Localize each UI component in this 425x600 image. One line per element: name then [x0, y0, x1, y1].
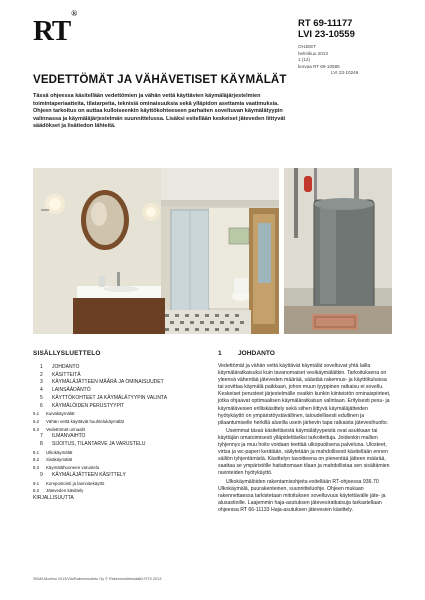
toc-item[interactable]: 9 KÄYMÄLÄJÄTTEEN KÄSITTELY — [40, 471, 126, 478]
document-date: helmikuu 2013 — [298, 50, 328, 56]
toc-item[interactable]: 2 KÄSITTEITÄ — [40, 371, 81, 378]
toc-subitem[interactable]: 9.2 Jäteveden käsittely — [33, 488, 84, 494]
document-pages: 1 (12) — [298, 57, 311, 63]
document-replaces: korvaa RT 69-10585 — [298, 63, 340, 69]
toc-title: SISÄLLYSLUETTELO — [33, 350, 101, 357]
toc-subitem[interactable]: 8.3 Käymälähuoneen varustelu — [33, 465, 100, 471]
toc-subitem[interactable]: 6.2 Vähän vettä käyttävät huuhtelukäymälät — [33, 418, 124, 424]
body-paragraph: Ulkokäymälöiden rakentamisohjeita esitellään RT-ohjeessa 936.70 Ulkokäymälä, puurakenteinen, suunnitteluohje. Ohjeen mukaan rakennettaessa tarkistetaan mitoituksen soveltuvuus käytettävälle jäte- ja alusastioille. Laajemmin haja-asutuksen jätevesiratkaisuja tarkastellaan ohjeessa RT 66-11133 Haja-asutuksen jätevesien käsittely. — [218, 478, 386, 513]
table-of-contents — [33, 364, 208, 503]
section-heading: 1 JOHDANTO — [218, 350, 275, 357]
toc-item[interactable]: 6 KÄYMÄLÖIDEN PERUSTYYPIT — [40, 402, 125, 409]
section-body — [218, 363, 393, 515]
toc-item[interactable]: 4 LAINSÄÄDÄNTÖ — [40, 387, 91, 394]
toc-item[interactable]: KIRJALLISUUTTA — [33, 494, 74, 501]
bathroom-photo — [33, 168, 279, 334]
body-paragraph: Useimmat tässä käsiteltävistä käymälätyypeistä ovat asukkaan tai käyttäjän omatoimisesti ylläpidettäviksi tarkoitettuja. Joidenkin mallien tyhjennys ja muu hoito voidaan teettää ulkopuolisena palveluna. Ulosteet, virtsa ja wc-paperi kerätään, säilytetään ja mahdollisesti käsitellään ennen säiliön tyhjentämistä. Käsittelyn tavoitteena on pienentää jätteen määrää, saattaa se ympäristölle haitattomaan tilaan ja mahdollistaa sen sisältämien ravinteiden hyötykäyttö. — [218, 427, 390, 477]
toc-subitem[interactable]: 6.1 Kuivakäymälät — [33, 411, 75, 417]
document-replaces-second: LVI 23-10246 — [331, 70, 359, 76]
toc-subitem[interactable]: 8.2 Sisäkäymälät — [33, 457, 73, 463]
rt-logo: RT® — [33, 9, 77, 47]
toc-item[interactable]: 8 SIJOITUS, TILANTARVE JA VARUSTELU — [40, 441, 146, 448]
page-footer: SKM/Ulkoilmu 2013/Via/Rakennustieto Oy © Rakennustietosäätiö RTS 2013 — [33, 577, 162, 581]
document-meta — [298, 44, 408, 77]
document-identifier — [298, 18, 408, 77]
body-paragraph: Vedettömät ja vähän vettä käyttävät käymälät soveltuvat yhtä lailla käymäläratkaisuksi kuin tavanomaiset vesikäymäläitkin. Tarkoituksena on yleensä vähentää jäteveden määrää, säästää rakennus- ja käyttökuluissa tai sovittaa käymälä paikkaan, johon muun tyyppinen ratkaisu ei sovellu. Keskeiset perusteet järjestelmälle ovatkin kunkin kiinteistön ominaispiirteet, jotka ohjaavat optimaalisen käymäläratkaisun valintaan. Erityisesti pesu- ja käymälävesien erilliskäsittely sekä siihen liittyvä käymäläjätteiden hyötykäyttö on ympäristöystävällinen, taloudellisesti edullinen ja pilaantumiselle herkillä alueilla usein järkevin tapa ratkaista jätevesihuolto. — [218, 363, 391, 426]
toc-item[interactable]: 5 KÄYTTÖKOHTEET JA KÄYMÄLÄTYYPIN VALINTA — [40, 394, 168, 401]
toc-item[interactable]: 3 KÄYMÄLÄJÄTTEEN MÄÄRÄ JA OMINAISUUDET — [40, 379, 164, 386]
toc-item[interactable]: 1 JOHDANTO — [40, 364, 80, 370]
toc-subitem[interactable]: 6.3 Vedettömät urinaalit — [33, 426, 85, 432]
document-type: OHJEET — [298, 44, 317, 49]
page-title: VEDETTÖMÄT JA VÄHÄVETISET KÄYMÄLÄT — [33, 73, 287, 86]
document-code-secondary: LVI 23-10559 — [298, 29, 355, 40]
intro-paragraph: Tässä ohjeessa käsitellään vedettömien ja vähän vettä käyttävien käymäläjärjestelmien toimintaperiaatteita, tilatarpeita, teknisiä ominaisuuksia sekä ylläpidon asettamia vaatimuksia. Ohjeen tarkoitus on auttaa kulloiseenkin käyttökohteeseen parhaiten soveltuvan käymälätyypin valinnassa ja käymäläjärjestelmän suunnittelussa. Lisäksi esitellään keskeiset jäteveden liittyvät säädökset ja lisätiedon lähteitä. — [33, 93, 286, 130]
composting-toilet-photo — [284, 168, 392, 334]
toc-subitem[interactable]: 8.1 Ulkokäymälät — [33, 449, 73, 455]
document-code-primary: RT 69-11177 — [298, 18, 353, 29]
toc-item[interactable]: 7 ILMANVAIHTO — [40, 433, 86, 440]
toc-subitem[interactable]: 9.1 Kompostointi ja lannoitekäyttö — [33, 480, 105, 486]
